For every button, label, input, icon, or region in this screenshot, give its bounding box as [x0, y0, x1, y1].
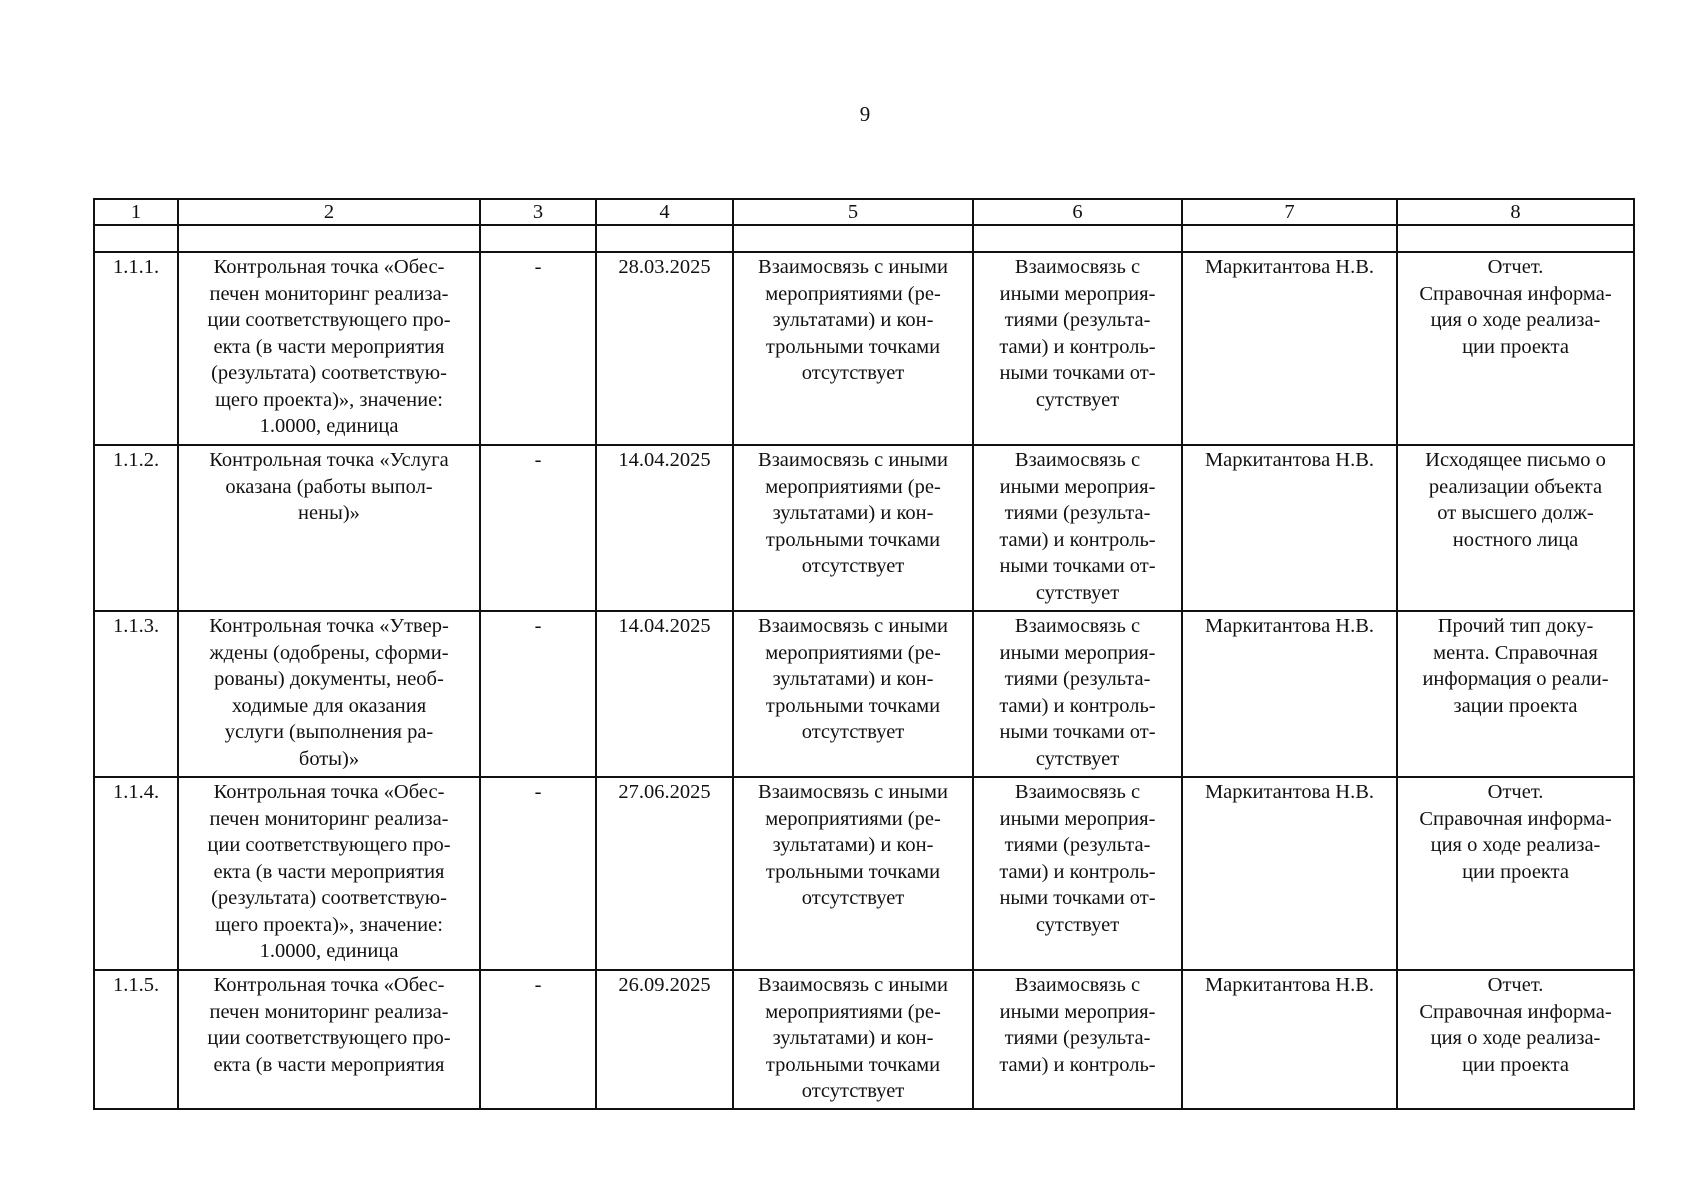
control-point-name-cell: Контрольная точка «Утвер- ждены (одобрены, сформи- рованы) документы, необ- ходимые для оказания услуги (выполнения ра- боты)» [178, 611, 480, 777]
empty-spacer-row [94, 225, 1634, 252]
control-point-name-cell: Контрольная точка «Обес- печен мониторинг реализа- ции соответствующего про- екта (в части мероприятия (результата) соответствую- щего проекта)», значение: 1.0000, единица [178, 252, 480, 445]
empty-cell [480, 225, 596, 252]
row-number-cell: 1.1.5. [94, 970, 178, 1109]
relation-cell: Взаимосвязь с иными мероприятиями (ре- зультатами) и кон- трольными точками отсутствует [733, 611, 973, 777]
date-cell: 28.03.2025 [596, 252, 733, 445]
responsible-person-cell: Маркитантова Н.В. [1182, 252, 1397, 445]
row-number-cell: 1.1.3. [94, 611, 178, 777]
control-points-table [93, 198, 1635, 1110]
column-3-cell: - [480, 777, 596, 970]
control-point-name-cell: Контрольная точка «Обес- печен мониторинг реализа- ции соответствующего про- екта (в части мероприятия [178, 970, 480, 1109]
responsible-person-cell: Маркитантова Н.В. [1182, 445, 1397, 611]
column-header: 4 [596, 199, 733, 225]
document-type-cell: Отчет. Справочная информа- ция о ходе реализа- ции проекта [1397, 777, 1634, 970]
relation-cell: Взаимосвязь с иными мероприятиями (ре- зультатами) и кон- трольными точками отсутствует [733, 777, 973, 970]
relation-cell: Взаимосвязь с иными мероприятиями (ре- зультатами) и кон- трольными точками отсутствует [733, 970, 973, 1109]
column-number-header-row [94, 199, 1634, 225]
table-row [94, 970, 1634, 1109]
table-row [94, 252, 1634, 445]
column-header: 6 [973, 199, 1182, 225]
date-cell: 26.09.2025 [596, 970, 733, 1109]
table-row [94, 445, 1634, 611]
relation-cell: Взаимосвязь с иными мероприятиями (ре- зультатами) и кон- трольными точками отсутствует [733, 445, 973, 611]
responsible-person-cell: Маркитантова Н.В. [1182, 970, 1397, 1109]
responsible-person-cell: Маркитантова Н.В. [1182, 777, 1397, 970]
empty-cell [596, 225, 733, 252]
column-3-cell: - [480, 445, 596, 611]
column-header: 1 [94, 199, 178, 225]
column-3-cell: - [480, 252, 596, 445]
page-number: 9 [859, 102, 871, 126]
empty-cell [94, 225, 178, 252]
empty-cell [733, 225, 973, 252]
relation-cell-alt: Взаимосвязь с иными мероприя- тиями (результа- тами) и контроль- [973, 970, 1182, 1109]
responsible-person-cell: Маркитантова Н.В. [1182, 611, 1397, 777]
relation-cell-alt: Взаимосвязь с иными мероприя- тиями (результа- тами) и контроль- ными точками от- сутствует [973, 445, 1182, 611]
document-type-cell: Отчет. Справочная информа- ция о ходе реализа- ции проекта [1397, 252, 1634, 445]
column-header: 3 [480, 199, 596, 225]
relation-cell: Взаимосвязь с иными мероприятиями (ре- зультатами) и кон- трольными точками отсутствует [733, 252, 973, 445]
column-header: 8 [1397, 199, 1634, 225]
empty-cell [1397, 225, 1634, 252]
document-type-cell: Прочий тип доку- мента. Справочная информация о реали- зации проекта [1397, 611, 1634, 777]
date-cell: 14.04.2025 [596, 445, 733, 611]
row-number-cell: 1.1.4. [94, 777, 178, 970]
relation-cell-alt: Взаимосвязь с иными мероприя- тиями (результа- тами) и контроль- ными точками от- сутствует [973, 611, 1182, 777]
relation-cell-alt: Взаимосвязь с иными мероприя- тиями (результа- тами) и контроль- ными точками от- сутствует [973, 777, 1182, 970]
table-row [94, 611, 1634, 777]
control-point-name-cell: Контрольная точка «Услуга оказана (работы выпол- нены)» [178, 445, 480, 611]
empty-cell [1182, 225, 1397, 252]
date-cell: 14.04.2025 [596, 611, 733, 777]
empty-cell [178, 225, 480, 252]
column-3-cell: - [480, 970, 596, 1109]
control-point-name-cell: Контрольная точка «Обес- печен мониторинг реализа- ции соответствующего про- екта (в части мероприятия (результата) соответствую- щего проекта)», значение: 1.0000, единица [178, 777, 480, 970]
empty-cell [973, 225, 1182, 252]
column-header: 5 [733, 199, 973, 225]
document-type-cell: Исходящее письмо о реализации объекта от высшего долж- ностного лица [1397, 445, 1634, 611]
column-header: 7 [1182, 199, 1397, 225]
date-cell: 27.06.2025 [596, 777, 733, 970]
table-row [94, 777, 1634, 970]
column-header: 2 [178, 199, 480, 225]
row-number-cell: 1.1.1. [94, 252, 178, 445]
document-type-cell: Отчет. Справочная информа- ция о ходе реализа- ции проекта [1397, 970, 1634, 1109]
column-3-cell: - [480, 611, 596, 777]
relation-cell-alt: Взаимосвязь с иными мероприя- тиями (результа- тами) и контроль- ными точками от- сутствует [973, 252, 1182, 445]
row-number-cell: 1.1.2. [94, 445, 178, 611]
